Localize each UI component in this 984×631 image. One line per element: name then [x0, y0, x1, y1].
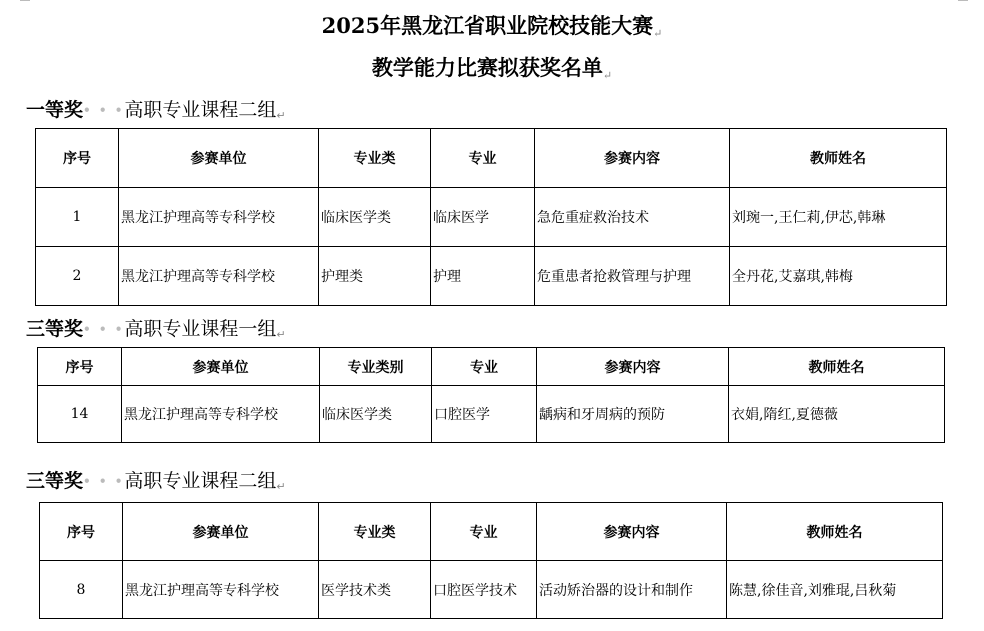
heading-dots: • • • — [83, 103, 125, 118]
table-header-row — [38, 348, 945, 386]
header-cell: 参赛单位 — [123, 503, 319, 561]
cell-major: 临床医学 — [431, 188, 535, 247]
award-level: 一等奖 — [26, 99, 84, 121]
cell-index: 1 — [36, 188, 119, 247]
award-group: 高职专业课程二组 — [124, 470, 277, 492]
table-header-row — [40, 503, 943, 561]
page-corner-mark-right — [958, 0, 968, 3]
header-cell: 序号 — [40, 503, 123, 561]
title-line-1: 2025年黑龙江省职业院校技能大赛 — [321, 13, 654, 38]
cell-index: 14 — [38, 386, 122, 443]
cell-content: 危重患者抢救管理与护理 — [535, 247, 730, 306]
cell-category: 临床医学类 — [319, 188, 431, 247]
table-row — [38, 386, 945, 443]
header-cell: 专业类别 — [320, 348, 432, 386]
cell-category: 医学技术类 — [319, 561, 431, 619]
header-cell: 专业类 — [319, 503, 431, 561]
cell-teachers: 刘琬一,王仁莉,伊芯,韩琳 — [730, 188, 947, 247]
header-cell: 专业 — [431, 503, 537, 561]
header-cell: 参赛内容 — [537, 503, 727, 561]
cell-category: 临床医学类 — [320, 386, 432, 443]
cell-unit: 黑龙江护理高等专科学校 — [119, 188, 319, 247]
title-line-2: 教学能力比赛拟获奖名单 — [371, 55, 603, 80]
header-cell: 序号 — [38, 348, 122, 386]
header-cell: 参赛单位 — [119, 129, 319, 188]
cell-content: 龋病和牙周病的预防 — [537, 386, 729, 443]
header-cell: 教师姓名 — [730, 129, 947, 188]
header-cell: 专业 — [431, 129, 535, 188]
cell-major: 口腔医学 — [432, 386, 537, 443]
cell-unit: 黑龙江护理高等专科学校 — [123, 561, 319, 619]
header-cell: 序号 — [36, 129, 119, 188]
cell-major: 口腔医学技术 — [431, 561, 537, 619]
cell-teachers: 全丹花,艾嘉琪,韩梅 — [730, 247, 947, 306]
cell-content: 急危重症救治技术 — [535, 188, 730, 247]
award-level: 三等奖 — [26, 470, 84, 492]
header-cell: 参赛内容 — [535, 129, 730, 188]
header-cell: 专业类 — [319, 129, 431, 188]
paragraph-mark-icon: ↵ — [276, 109, 286, 122]
table-row — [36, 188, 947, 247]
paragraph-mark-icon: ↵ — [653, 27, 663, 40]
header-cell: 参赛内容 — [537, 348, 729, 386]
table-row — [40, 561, 943, 619]
section-heading — [26, 314, 286, 341]
paragraph-mark-icon: ↵ — [602, 69, 613, 82]
paragraph-mark-icon: ↵ — [276, 328, 286, 341]
cell-unit: 黑龙江护理高等专科学校 — [119, 247, 319, 306]
award-table-third-prize-group2 — [39, 502, 943, 619]
award-level: 三等奖 — [26, 318, 84, 340]
cell-index: 8 — [40, 561, 123, 619]
cell-teachers: 衣娟,隋红,夏德薇 — [729, 386, 945, 443]
section-heading — [26, 95, 286, 122]
header-cell: 专业 — [432, 348, 537, 386]
header-cell: 教师姓名 — [729, 348, 945, 386]
table-header-row — [36, 129, 947, 188]
document-title — [0, 10, 984, 40]
header-cell: 参赛单位 — [122, 348, 320, 386]
cell-category: 护理类 — [319, 247, 431, 306]
header-cell: 教师姓名 — [727, 503, 943, 561]
document-subtitle — [0, 52, 984, 82]
table-row — [36, 247, 947, 306]
award-table-first-prize — [35, 128, 947, 306]
heading-dots: • • • — [83, 322, 125, 337]
award-table-third-prize-group1 — [37, 347, 945, 443]
heading-dots: • • • — [83, 474, 125, 489]
award-group: 高职专业课程一组 — [124, 318, 277, 340]
cell-unit: 黑龙江护理高等专科学校 — [122, 386, 320, 443]
cell-teachers: 陈慧,徐佳音,刘雅琨,吕秋菊 — [727, 561, 943, 619]
cell-major: 护理 — [431, 247, 535, 306]
paragraph-mark-icon: ↵ — [276, 480, 286, 493]
cell-content: 活动矫治器的设计和制作 — [537, 561, 727, 619]
section-heading — [26, 466, 286, 493]
cell-index: 2 — [36, 247, 119, 306]
page-corner-mark-left — [20, 0, 30, 3]
award-group: 高职专业课程二组 — [124, 99, 277, 121]
